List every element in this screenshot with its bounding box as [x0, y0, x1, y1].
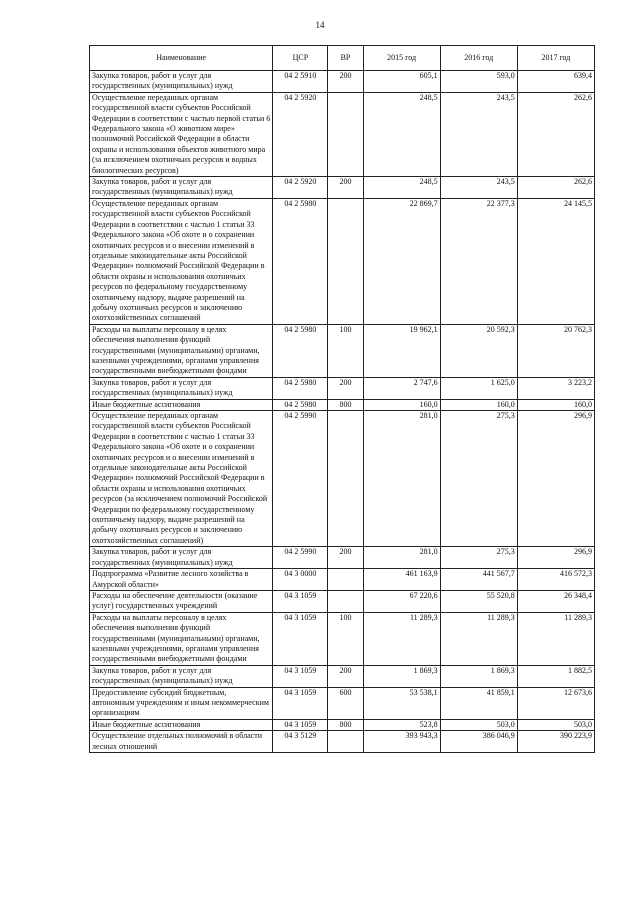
table-row — [90, 177, 595, 199]
row-value-2015: 248,5 — [363, 177, 440, 199]
row-value-2015: 523,8 — [363, 719, 440, 730]
row-value-2016: 160,0 — [440, 399, 517, 410]
table-header-row — [90, 46, 595, 71]
row-csr: 04 3 1059 — [273, 687, 328, 719]
table-row — [90, 590, 595, 612]
header-2016: 2016 год — [440, 46, 517, 71]
row-vr — [328, 731, 363, 753]
row-csr: 04 3 1059 — [273, 719, 328, 730]
row-value-2015: 281,0 — [363, 411, 440, 547]
row-value-2016: 1 869,3 — [440, 665, 517, 687]
row-vr: 200 — [328, 177, 363, 199]
table-row — [90, 665, 595, 687]
row-value-2017: 639,4 — [517, 71, 594, 93]
row-value-2017: 1 882,5 — [517, 665, 594, 687]
header-2015: 2015 год — [363, 46, 440, 71]
row-vr: 200 — [328, 71, 363, 93]
row-vr — [328, 92, 363, 176]
row-value-2015: 11 289,3 — [363, 612, 440, 665]
row-value-2016: 243,5 — [440, 177, 517, 199]
row-csr: 04 3 1059 — [273, 590, 328, 612]
row-csr: 04 3 0000 — [273, 569, 328, 591]
row-value-2016: 503,0 — [440, 719, 517, 730]
row-value-2017: 11 289,3 — [517, 612, 594, 665]
page-number: 14 — [315, 20, 325, 30]
row-value-2016: 55 520,8 — [440, 590, 517, 612]
row-vr — [328, 411, 363, 547]
row-csr: 04 2 5980 — [273, 377, 328, 399]
row-csr: 04 2 5980 — [273, 324, 328, 377]
table-row — [90, 198, 595, 324]
header-csr: ЦСР — [273, 46, 328, 71]
row-value-2015: 160,0 — [363, 399, 440, 410]
row-name: Закупка товаров, работ и услуг для государственных (муниципальных) нужд — [90, 71, 273, 93]
row-vr — [328, 198, 363, 324]
table-row — [90, 324, 595, 377]
row-vr: 800 — [328, 399, 363, 410]
row-value-2015: 281,0 — [363, 547, 440, 569]
row-csr: 04 3 1059 — [273, 665, 328, 687]
row-value-2017: 262,6 — [517, 177, 594, 199]
row-value-2015: 53 538,1 — [363, 687, 440, 719]
row-value-2016: 243,5 — [440, 92, 517, 176]
row-csr: 04 2 5920 — [273, 177, 328, 199]
row-value-2016: 593,0 — [440, 71, 517, 93]
row-name: Закупка товаров, работ и услуг для государственных (муниципальных) нужд — [90, 547, 273, 569]
row-vr: 800 — [328, 719, 363, 730]
row-vr — [328, 569, 363, 591]
row-name: Осуществление переданных органам государственной власти субъектов Российской Федерации в соответствии с частью 1 статьи 33 Федерального закона «Об охоте и о сохранении охотничьих ресурсов и о внесении изменений в отдельные законодательные акты Российской Федерации» полномочий Российской Федерации в области охраны и использования охотничьих ресурсов по федеральному государственному охотничьему надзору, выдаче разрешений на добычу охотничьих ресурсов и заключению охотхозяйственных соглашений — [90, 198, 273, 324]
row-value-2015: 67 220,6 — [363, 590, 440, 612]
row-vr: 200 — [328, 665, 363, 687]
row-value-2015: 461 163,9 — [363, 569, 440, 591]
row-csr: 04 2 5990 — [273, 547, 328, 569]
row-value-2015: 1 869,3 — [363, 665, 440, 687]
table-row — [90, 411, 595, 547]
row-name: Предоставление субсидий бюджетным, автономным учреждениям и иным некоммерческим организациям — [90, 687, 273, 719]
table-row — [90, 719, 595, 730]
row-name: Подпрограмма «Развитие лесного хозяйства в Амурской области» — [90, 569, 273, 591]
table-row — [90, 547, 595, 569]
row-value-2016: 1 625,0 — [440, 377, 517, 399]
row-value-2017: 160,0 — [517, 399, 594, 410]
row-value-2016: 386 046,9 — [440, 731, 517, 753]
row-value-2016: 275,3 — [440, 411, 517, 547]
table-row — [90, 92, 595, 176]
table-row — [90, 612, 595, 665]
row-value-2017: 390 223,9 — [517, 731, 594, 753]
header-name: Наименование — [90, 46, 273, 71]
row-name: Расходы на выплаты персоналу в целях обеспечения выполнения функций государственными (муниципальными) органами, казенными учреждениями, органами управления государственными внебюджетными фондами — [90, 324, 273, 377]
row-csr: 04 2 5980 — [273, 198, 328, 324]
row-vr — [328, 590, 363, 612]
row-value-2015: 19 962,1 — [363, 324, 440, 377]
row-value-2017: 12 673,6 — [517, 687, 594, 719]
row-value-2017: 262,6 — [517, 92, 594, 176]
row-vr: 200 — [328, 547, 363, 569]
row-name: Расходы на выплаты персоналу в целях обеспечения выполнения функций государственными (муниципальными) органами, казенными учреждениями, органами управления государственными внебюджетными фондами — [90, 612, 273, 665]
row-name: Иные бюджетные ассигнования — [90, 719, 273, 730]
row-value-2016: 441 567,7 — [440, 569, 517, 591]
row-value-2016: 20 592,3 — [440, 324, 517, 377]
row-value-2017: 26 348,4 — [517, 590, 594, 612]
row-value-2017: 416 572,3 — [517, 569, 594, 591]
budget-table — [89, 45, 595, 753]
row-csr: 04 3 5129 — [273, 731, 328, 753]
table-row — [90, 569, 595, 591]
header-2017: 2017 год — [517, 46, 594, 71]
row-value-2017: 503,0 — [517, 719, 594, 730]
row-vr: 600 — [328, 687, 363, 719]
row-value-2015: 248,5 — [363, 92, 440, 176]
row-value-2017: 296,9 — [517, 411, 594, 547]
row-value-2016: 22 377,3 — [440, 198, 517, 324]
row-vr: 100 — [328, 324, 363, 377]
row-csr: 04 3 1059 — [273, 612, 328, 665]
row-value-2015: 605,1 — [363, 71, 440, 93]
row-name: Расходы на обеспечение деятельности (оказание услуг) государственных учреждений — [90, 590, 273, 612]
row-value-2017: 3 223,2 — [517, 377, 594, 399]
row-name: Закупка товаров, работ и услуг для государственных (муниципальных) нужд — [90, 177, 273, 199]
header-vr: ВР — [328, 46, 363, 71]
row-csr: 04 2 5910 — [273, 71, 328, 93]
row-csr: 04 2 5990 — [273, 411, 328, 547]
row-value-2016: 275,3 — [440, 547, 517, 569]
row-vr: 100 — [328, 612, 363, 665]
row-value-2015: 2 747,6 — [363, 377, 440, 399]
row-name: Закупка товаров, работ и услуг для государственных (муниципальных) нужд — [90, 377, 273, 399]
row-value-2017: 20 762,3 — [517, 324, 594, 377]
row-value-2015: 22 869,7 — [363, 198, 440, 324]
row-value-2017: 296,9 — [517, 547, 594, 569]
row-csr: 04 2 5980 — [273, 399, 328, 410]
table-row — [90, 399, 595, 410]
row-name: Осуществление переданных органам государственной власти субъектов Российской Федерации в соответствии с частью первой статьи 6 Федерального закона «О животном мире» полномочий Российской Федерации в области охраны и использования объектов животного мира (за исключением охотничьих ресурсов и водных биологических ресурсов) — [90, 92, 273, 176]
row-name: Иные бюджетные ассигнования — [90, 399, 273, 410]
row-name: Осуществление переданных органам государственной власти субъектов Российской Федерации в соответствии с частью 1 статьи 33 Федерального закона «Об охоте и о сохранении охотничьих ресурсов и о внесении изменений в отдельные законодательные акты Российской Федерации» полномочий Российской Федерации в области охраны и использования охотничьих ресурсов (за исключением полномочий Российской Федерации по федеральному государственному охотничьему надзору, выдаче разрешений на добычу охотничьих ресурсов и заключению охотхозяйственных соглашений) — [90, 411, 273, 547]
table-row — [90, 731, 595, 753]
row-value-2016: 41 859,1 — [440, 687, 517, 719]
row-value-2017: 24 145,5 — [517, 198, 594, 324]
table-row — [90, 687, 595, 719]
row-name: Закупка товаров, работ и услуг для государственных (муниципальных) нужд — [90, 665, 273, 687]
row-vr: 200 — [328, 377, 363, 399]
table-row — [90, 377, 595, 399]
row-csr: 04 2 5920 — [273, 92, 328, 176]
row-value-2015: 393 943,3 — [363, 731, 440, 753]
row-name: Осуществление отдельных полномочий в области лесных отношений — [90, 731, 273, 753]
table-row — [90, 71, 595, 93]
row-value-2016: 11 289,3 — [440, 612, 517, 665]
